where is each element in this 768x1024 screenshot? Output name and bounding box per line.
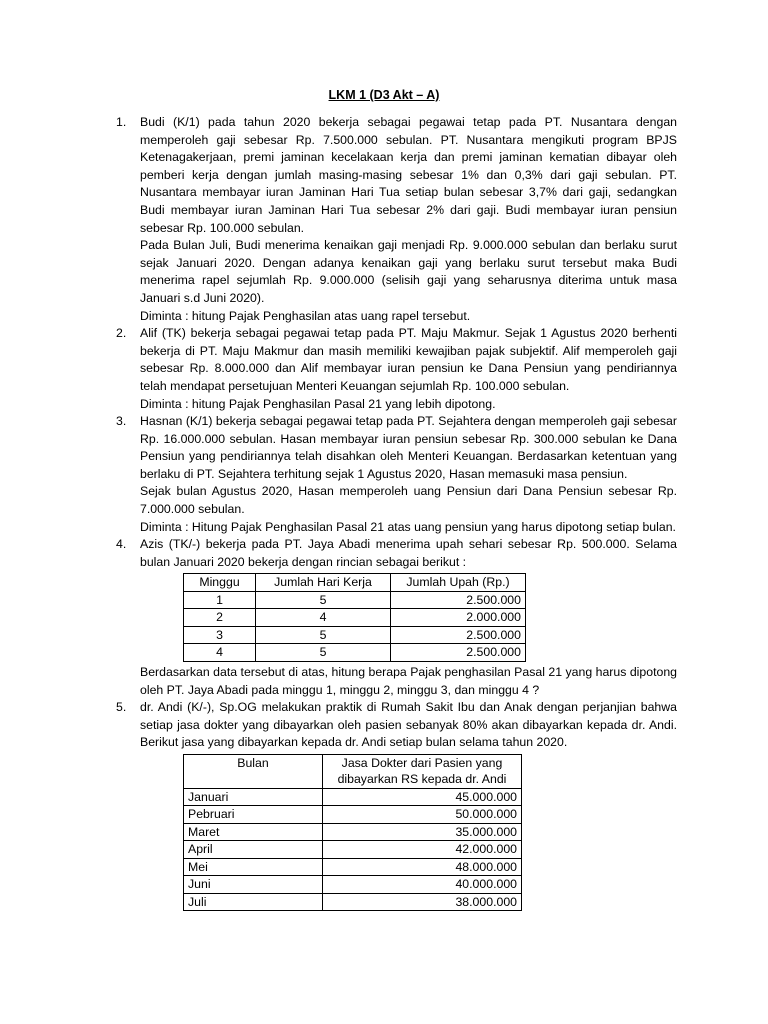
table-row [184,788,522,806]
table-cell: Juli [184,893,323,911]
table-cell: 40.000.000 [323,876,522,894]
question-2-paragraph-1: Alif (TK) bekerja sebagai pegawai tetap pada PT. Maju Makmur. Sejak 1 Agustus 2020 berhenti bekerja di PT. Maju Makmur dan masih memiliki kewajiban pajak subjektif. Alif memperoleh gaji sebesar Rp. 8.000.000 dan Alif membayar iuran pensiun ke Dana Pensiun yang pendiriannya telah mendapat persetujuan Menteri Keuangan sejumlah Rp. 100.000 sebulan. [140,326,677,393]
table-cell: 35.000.000 [323,823,522,841]
column-header: Jumlah Hari Kerja [256,574,391,592]
table-cell: Mei [184,858,323,876]
table-cell: 5 [256,591,391,609]
table-header-row [184,754,522,788]
question-2 [112,325,677,413]
table-cell: 2.500.000 [391,626,526,644]
table-header-row [184,574,526,592]
table-cell: 4 [184,644,256,662]
table-cell: 42.000.000 [323,841,522,859]
table-row [184,591,526,609]
column-header: Minggu [184,574,256,592]
monthly-fee-table [183,754,522,912]
question-1-paragraph-1: Budi (K/1) pada tahun 2020 bekerja sebagai pegawai tetap pada PT. Nusantara dengan memperoleh gaji sebesar Rp. 7.500.000 sebulan. PT. Nusantara mengikuti program BPJS Ketenagakerjaan, premi jaminan kecelakaan kerja dan premi jaminan kematian dibayar oleh pemberi kerja dengan jumlah masing-masing sebesar 1% dan 0,3% dari gaji sebulan. PT. Nusantara membayar iuran Jaminan Hari Tua setiap bulan sebesar 3,7% dari gaji, sedangkan Budi membayar iuran Jaminan Hari Tua sebesar 2% dari gaji. Budi membayar iuran pensiun sebesar Rp. 100.000 sebulan. [140,115,677,235]
table-cell: 45.000.000 [323,788,522,806]
question-number: 3. [116,414,127,429]
column-header: Jasa Dokter dari Pasien yang dibayarkan RS kepada dr. Andi [323,754,522,788]
question-4-task: Berdasarkan data tersebut di atas, hitung berapa Pajak penghasilan Pasal 21 yang harus dipotong oleh PT. Jaya Abadi pada minggu 1, minggu 2, minggu 3, dan minggu 4 ? [140,664,677,697]
table-cell: Pebruari [184,806,323,824]
question-2-task: Diminta : hitung Pajak Penghasilan Pasal 21 yang lebih dipotong. [140,396,496,411]
table-cell: 2.500.000 [391,644,526,662]
table-row [184,806,522,824]
question-number: 4. [116,537,127,552]
question-3-task: Diminta : Hitung Pajak Penghasilan Pasal 21 atas uang pensiun yang harus dipotong setiap bulan. [140,519,676,534]
table-row [184,841,522,859]
table-row [184,823,522,841]
table-cell: 48.000.000 [323,858,522,876]
question-3-paragraph-1: Hasnan (K/1) bekerja sebagai pegawai tetap pada PT. Sejahtera dengan memperoleh gaji sebesar Rp. 16.000.000 sebulan. Hasan membayar iuran pensiun sebesar Rp. 300.000 sebulan ke Dana Pensiun yang pendiriannya telah disahkan oleh Menteri Keuangan. Berdasarkan ketentuan yang berlaku di PT. Sejahtera terhitung sejak 1 Agustus 2020, Hasan memasuki masa pensiun. [140,414,677,481]
table-row [184,858,522,876]
table-cell: Maret [184,823,323,841]
table-row [184,893,522,911]
table-cell: 2 [184,609,256,627]
table-cell: 5 [256,644,391,662]
table-cell: 38.000.000 [323,893,522,911]
weekly-wage-table [183,573,526,662]
question-5 [112,699,677,911]
question-number: 1. [116,115,127,129]
table-row [184,644,526,662]
question-1-paragraph-2: Pada Bulan Juli, Budi menerima kenaikan gaji menjadi Rp. 9.000.000 sebulan dan berlaku surut sejak Januari 2020. Dengan adanya kenaikan gaji yang berlaku surut tersebut maka Budi menerima rapel sejumlah Rp. 9.000.000 (selisih gaji yang seharusnya diterima untuk masa Januari s.d Juni 2020). [140,238,677,305]
table-row [184,626,526,644]
document-title: LKM 1 (D3 Akt – A) [328,88,440,102]
table-cell: Juni [184,876,323,894]
table-cell: 2.500.000 [391,591,526,609]
table-cell: 1 [184,591,256,609]
question-1 [112,114,677,325]
table-cell: 5 [256,626,391,644]
question-number: 5. [116,700,127,715]
table-cell: 2.000.000 [391,609,526,627]
table-row [184,609,526,627]
question-5-paragraph-1: dr. Andi (K/-), Sp.OG melakukan praktik di Rumah Sakit Ibu dan Anak dengan perjanjian bahwa setiap jasa dokter yang dibayarkan oleh pasien sebanyak 80% akan dibayarkan kepada dr. Andi. Berikut jasa yang dibayarkan kepada dr. Andi setiap bulan selama tahun 2020. [140,700,677,750]
table-row [184,876,522,894]
table-cell: 3 [184,626,256,644]
question-3-paragraph-2: Sejak bulan Agustus 2020, Hasan memperoleh uang Pensiun dari Dana Pensiun sebesar Rp. 7.000.000 sebulan. [140,484,677,517]
table-cell: April [184,841,323,859]
table-cell: 4 [256,609,391,627]
question-4-paragraph-1: Azis (TK/-) bekerja pada PT. Jaya Abadi menerima upah sehari sebesar Rp. 500.000. Selama bulan Januari 2020 bekerja dengan rincian sebagai berikut : [140,537,677,569]
column-header: Jumlah Upah (Rp.) [391,574,526,592]
table-cell: 50.000.000 [323,806,522,824]
column-header: Bulan [184,754,323,788]
question-list [112,114,677,911]
question-number: 2. [116,326,127,341]
question-4 [112,536,677,699]
question-3 [112,413,677,536]
question-1-task: Diminta : hitung Pajak Penghasilan atas uang rapel tersebut. [140,308,471,323]
table-cell: Januari [184,788,323,806]
